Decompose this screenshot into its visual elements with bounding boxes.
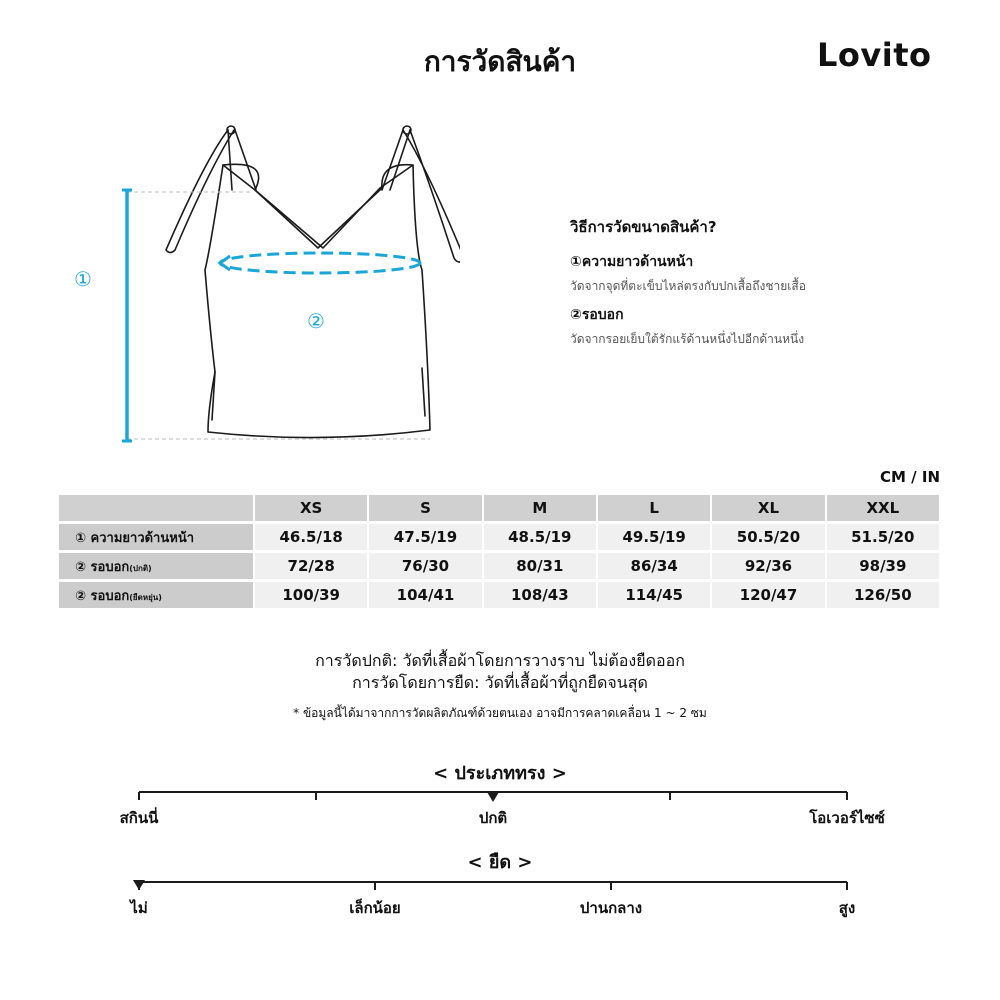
brand-logo: Lovito bbox=[817, 36, 932, 74]
stretch-label: เล็กน้อย bbox=[349, 899, 401, 917]
table-cell: 51.5/20 bbox=[827, 524, 939, 550]
guide-item-title: ②รอบอก bbox=[570, 307, 624, 323]
size-table bbox=[57, 492, 941, 611]
page-title: การวัดสินค้า bbox=[423, 45, 577, 78]
size-header: XXL bbox=[827, 495, 939, 521]
measure-notes bbox=[0, 650, 1000, 723]
size-header: XS bbox=[255, 495, 367, 521]
table-cell: 86/34 bbox=[598, 553, 710, 579]
bust-marker: ② bbox=[307, 309, 325, 333]
table-header-row bbox=[59, 495, 939, 521]
guide-item-desc: วัดจากรอยเย็บใต้รักแร้ด้านหนึ่งไปอีกด้านหนึ่ง bbox=[570, 332, 805, 346]
length-marker: ① bbox=[74, 267, 92, 291]
length-measure-line bbox=[122, 190, 430, 441]
table-cell: 50.5/20 bbox=[712, 524, 824, 550]
stretch-label: สูง bbox=[838, 899, 856, 917]
left-strap bbox=[228, 130, 256, 190]
note-stretch: การวัดโดยการยืด: วัดที่เสื้อผ้าที่ถูกยืดจนสุด bbox=[352, 673, 648, 692]
table-cell: 47.5/19 bbox=[369, 524, 481, 550]
table-cell: 114/45 bbox=[598, 582, 710, 608]
table-cell: 76/30 bbox=[369, 553, 481, 579]
right-strap bbox=[382, 130, 410, 190]
unit-label: CM / IN bbox=[880, 468, 940, 486]
fit-label: สกินนี่ bbox=[119, 809, 159, 827]
size-header: L bbox=[598, 495, 710, 521]
table-cell: 100/39 bbox=[255, 582, 367, 608]
guide-item-title: ①ความยาวด้านหน้า bbox=[570, 254, 694, 270]
table-cell: 98/39 bbox=[827, 553, 939, 579]
table-cell: 108/43 bbox=[484, 582, 596, 608]
note-normal: การวัดปกติ: วัดที่เสื้อผ้าโดยการวางราบ ไม่ต้องยืดออก bbox=[315, 651, 685, 670]
table-cell: 72/28 bbox=[255, 553, 367, 579]
table-corner bbox=[59, 495, 253, 521]
row-label: ② รอบอก(ปกติ) bbox=[59, 553, 253, 579]
size-header: XL bbox=[712, 495, 824, 521]
fit-scale-title: < ประเภททรง > bbox=[433, 763, 567, 784]
table-cell: 120/47 bbox=[712, 582, 824, 608]
footnote: * ข้อมูลนี้ได้มาจากการวัดผลิตภัณฑ์ด้วยตนเอง อาจมีการคลาดเคลื่อน 1 ~ 2 ซม bbox=[293, 706, 707, 720]
table-cell: 80/31 bbox=[484, 553, 596, 579]
stretch-indicator-icon bbox=[133, 880, 145, 890]
guide-item-desc: วัดจากจุดที่ตะเข็บไหล่ตรงกับปกเสื้อถึงชายเสื้อ bbox=[570, 279, 806, 293]
table-row bbox=[59, 524, 939, 550]
stretch-scale-title: < ยืด > bbox=[467, 852, 533, 873]
table-cell: 126/50 bbox=[827, 582, 939, 608]
neckline-line bbox=[255, 188, 382, 248]
table-row bbox=[59, 553, 939, 579]
table-cell: 46.5/18 bbox=[255, 524, 367, 550]
stretch-label-selected: ไม่ bbox=[130, 899, 148, 917]
table-cell: 49.5/19 bbox=[598, 524, 710, 550]
right-tie bbox=[403, 130, 460, 262]
bust-measure-ellipse bbox=[220, 253, 420, 273]
table-cell: 104/41 bbox=[369, 582, 481, 608]
garment-body-outline bbox=[205, 165, 430, 438]
garment-illustration bbox=[60, 110, 460, 470]
left-tie bbox=[166, 130, 234, 253]
fit-label-selected: ปกติ bbox=[478, 809, 508, 827]
size-header: S bbox=[369, 495, 481, 521]
row-label: ① ความยาวด้านหน้า bbox=[59, 524, 253, 550]
measure-guide bbox=[570, 215, 950, 349]
fit-label: โอเวอร์ไซซ์ bbox=[809, 809, 885, 827]
fit-indicator-icon bbox=[487, 792, 499, 802]
row-label: ② รอบอก(ยืดหยุ่น) bbox=[59, 582, 253, 608]
size-header: M bbox=[484, 495, 596, 521]
stretch-label: ปานกลาง bbox=[579, 899, 643, 917]
guide-question: วิธีการวัดขนาดสินค้า? bbox=[570, 218, 717, 236]
table-cell: 48.5/19 bbox=[484, 524, 596, 550]
table-row bbox=[59, 582, 939, 608]
table-cell: 92/36 bbox=[712, 553, 824, 579]
